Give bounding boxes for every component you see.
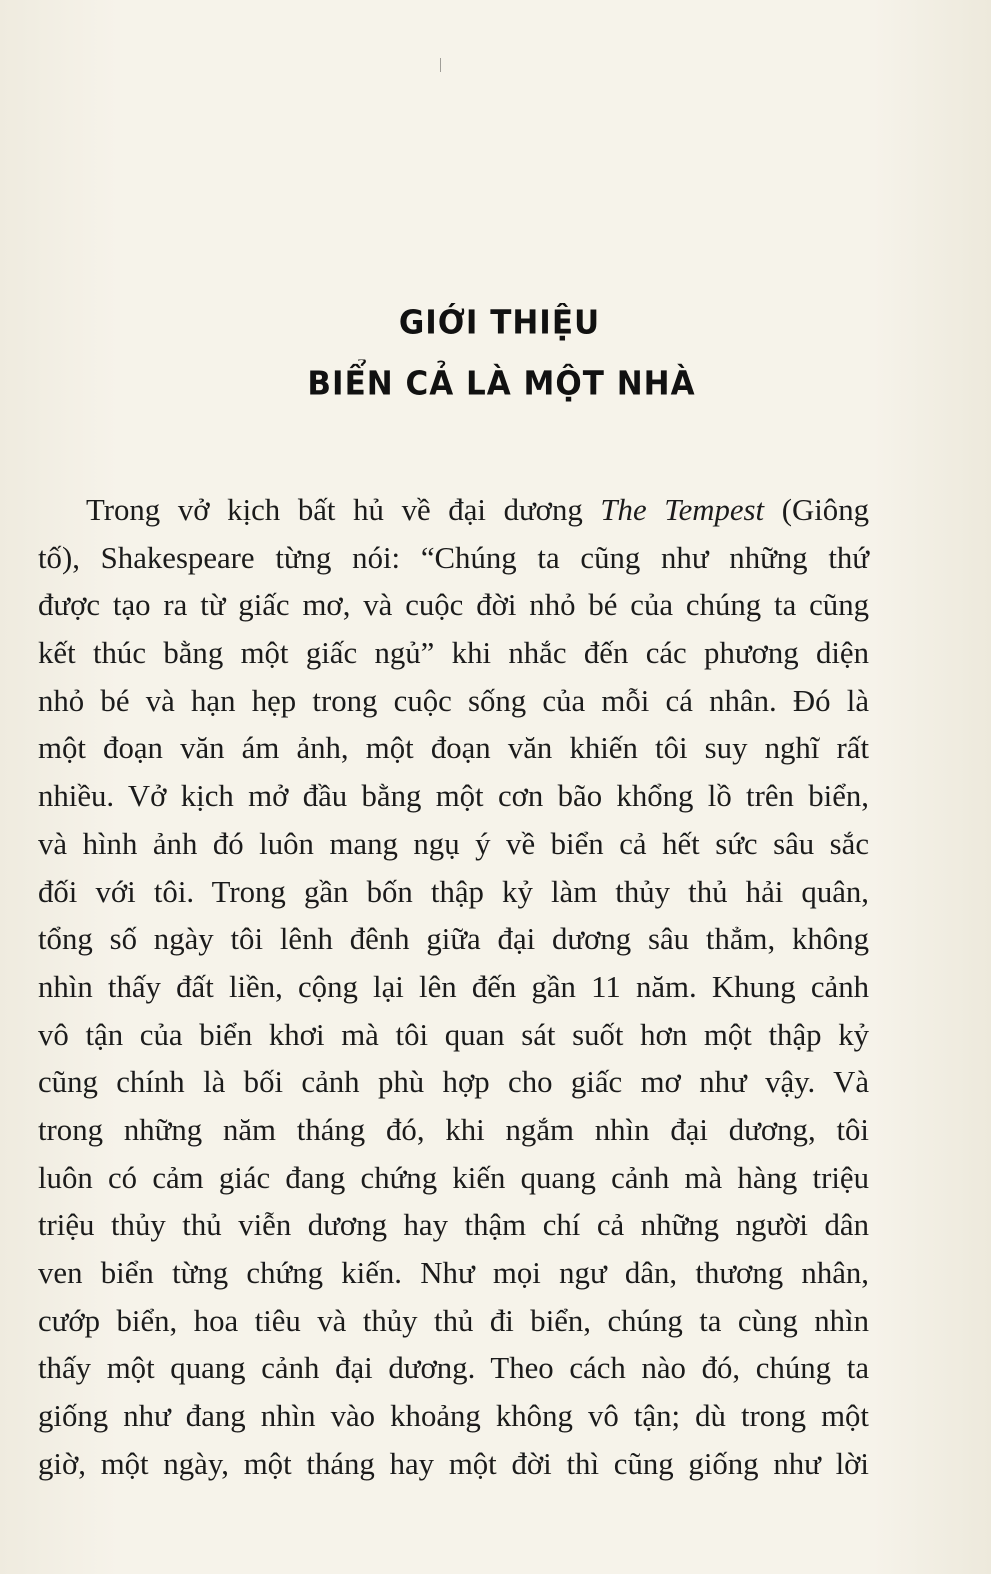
chapter-heading-line-1: GIỚI THIỆU — [398, 304, 601, 342]
body-paragraph — [38, 487, 869, 1488]
paragraph-line: ven biển từng chứng kiến. Như mọi ngư dân, thương nhân, — [38, 1256, 869, 1290]
paragraph-line: nhỏ bé và hạn hẹp trong cuộc sống của mỗi cá nhân. Đó là — [38, 683, 869, 718]
paragraph-line: luôn có cảm giác đang chứng kiến quang cảnh mà hàng triệu — [38, 1160, 869, 1195]
paragraph-line: nhiều. Vở kịch mở đầu bằng một cơn bão khổng lồ trên biển, — [38, 779, 869, 814]
paragraph-line: đối với tôi. Trong gần bốn thập kỷ làm thủy thủ hải quân, — [38, 874, 869, 909]
chapter-heading-line-2: BIỂN CẢ LÀ MỘT NHÀ — [307, 365, 696, 403]
paragraph-line: giờ, một ngày, một tháng hay một đời thì cũng giống như lời — [38, 1446, 869, 1481]
paragraph-line: tổng số ngày tôi lênh đênh giữa đại dương sâu thẳm, không — [38, 922, 869, 957]
paragraph-line: nhìn thấy đất liền, cộng lại lên đến gần 11 năm. Khung cảnh — [38, 969, 869, 1004]
paragraph-line: cướp biển, hoa tiêu và thủy thủ đi biển, chúng ta cùng nhìn — [38, 1303, 869, 1338]
page-mark — [440, 58, 441, 72]
bleed-through-header — [40, 112, 961, 152]
paragraph-line: thấy một quang cảnh đại dương. Theo cách nào đó, chúng ta — [38, 1351, 869, 1386]
paragraph-line: kết thúc bằng một giấc ngủ” khi nhắc đến các phương diện — [38, 636, 869, 671]
paragraph-line: và hình ảnh đó luôn mang ngụ ý về biển cả hết sức sâu sắc — [38, 826, 869, 861]
paragraph-line: Trong vở kịch bất hủ về đại dương The Tempest (Giông — [86, 493, 869, 527]
paragraph-line: vô tận của biển khơi mà tôi quan sát suốt hơn một thập kỷ — [38, 1017, 869, 1052]
paragraph-line: cũng chính là bối cảnh phù hợp cho giấc mơ như vậy. Và — [38, 1065, 869, 1100]
paragraph-line: trong những năm tháng đó, khi ngắm nhìn đại dương, tôi — [38, 1112, 869, 1147]
paragraph-line: giống như đang nhìn vào khoảng không vô tận; dù trong một — [38, 1399, 869, 1434]
bleed-through-text — [40, 185, 961, 515]
paragraph-line: tố), Shakespeare từng nói: “Chúng ta cũng như những thứ — [38, 540, 869, 575]
play-title: The Tempest — [600, 493, 765, 527]
paragraph-line: một đoạn văn ám ảnh, một đoạn văn khiến tôi suy nghĩ rất — [38, 731, 869, 766]
paragraph-line: triệu thủy thủ viễn dương hay thậm chí cả những người dân — [38, 1208, 869, 1243]
paragraph-line: được tạo ra từ giấc mơ, và cuộc đời nhỏ bé của chúng ta cũng — [38, 588, 869, 623]
